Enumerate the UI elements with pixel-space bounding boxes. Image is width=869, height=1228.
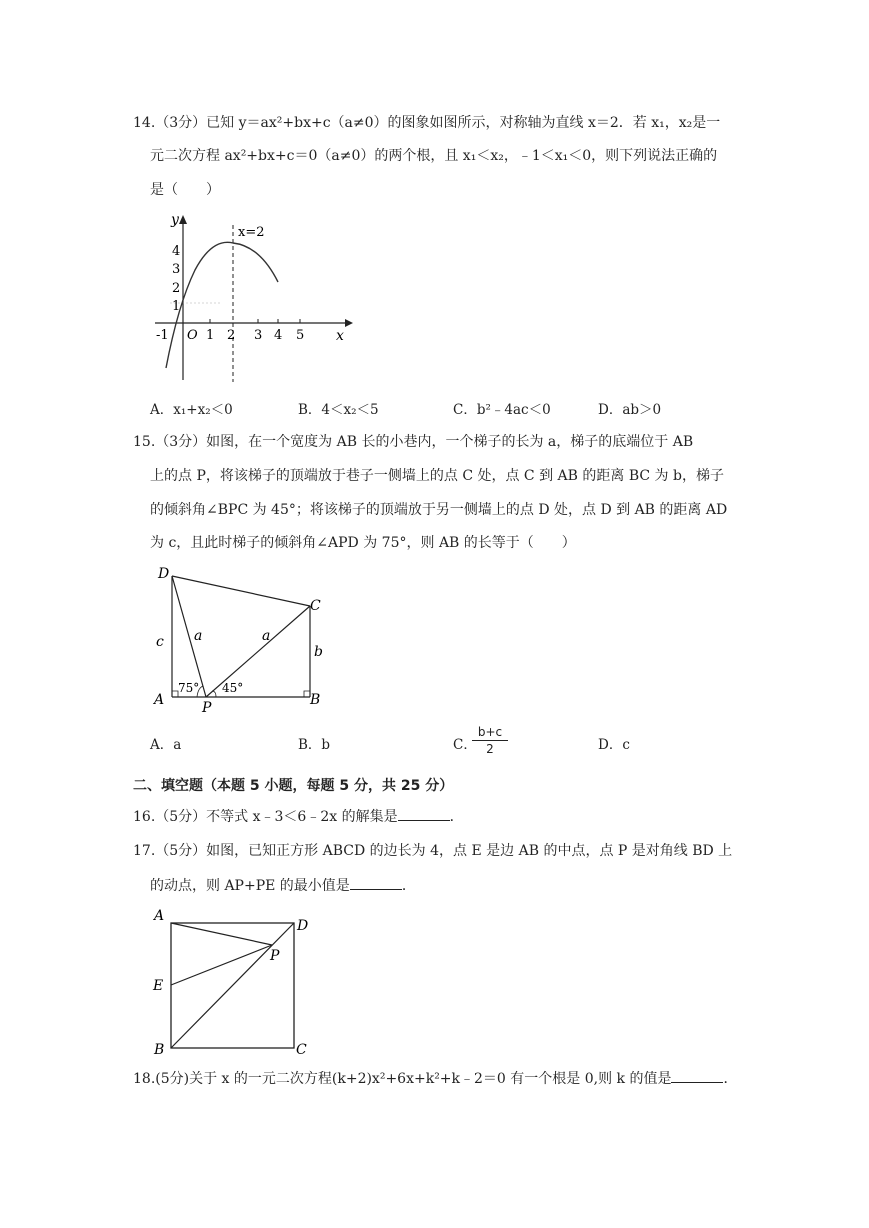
symmetry-label: x=2: [238, 225, 265, 240]
y-tick-2: 2: [172, 281, 181, 296]
q16-text: [133, 806, 464, 827]
q14-option-b[interactable]: B．4＜x₂＜5: [298, 402, 379, 418]
x-tick-4: 4: [274, 328, 283, 343]
q14-line-2: 元二次方程 ax²+bx+c＝0（a≠0）的两个根，且 x₁＜x₂，﹣1＜x₁＜0，则下列说法正确的: [150, 148, 718, 164]
label-D: D: [297, 918, 309, 934]
y-tick-4: 4: [172, 244, 181, 259]
q17-stem: 的动点，则 AP+PE 的最小值是: [150, 878, 350, 894]
label-B: B: [310, 692, 321, 708]
label-C: C: [310, 598, 321, 614]
q15-option-c-prefix[interactable]: C．: [453, 737, 477, 753]
y-axis-arrow: [179, 215, 187, 224]
q15-line-3: 的倾斜角∠BPC 为 45°；将该梯子的顶端放于另一侧墙上的点 D 处，点 D 到 AB 的距离 AD: [150, 502, 728, 518]
q18-answer-blank[interactable]: [671, 1068, 723, 1083]
q17-period: ．: [401, 878, 416, 894]
label-a-left: a: [194, 628, 203, 644]
x-tick-3: 3: [254, 328, 263, 343]
label-A: A: [154, 908, 165, 924]
q17-line-1: 17.（5分）如图，已知正方形 ABCD 的边长为 4，点 E 是边 AB 的中点，点 P 是对角线 BD 上: [133, 843, 733, 859]
q16-stem: 16.（5分）不等式 x﹣3＜6﹣2x 的解集是: [133, 809, 398, 825]
q18-text: [133, 1068, 737, 1089]
label-b: b: [314, 644, 323, 660]
x-tick-1: 1: [206, 328, 215, 343]
q16-period: ．: [449, 809, 464, 825]
q15-option-d[interactable]: D．c: [598, 737, 630, 753]
q15-line-4: 为 c，且此时梯子的倾斜角∠APD 为 75°，则 AB 的长等于（ ）: [150, 535, 576, 551]
segment-AP: [171, 923, 272, 945]
q15-option-b[interactable]: B．b: [298, 737, 331, 753]
q14-line-1: 14.（3分）已知 y＝ax²+bx+c（a≠0）的图象如图所示，对称轴为直线 x＝2．若 x₁，x₂是一: [133, 115, 721, 131]
q14-option-a[interactable]: A．x₁+x₂＜0: [150, 402, 233, 418]
x-axis-arrow: [345, 319, 353, 327]
angle-label-45: 45°: [222, 681, 244, 695]
label-B: B: [154, 1042, 165, 1058]
y-axis-label: y: [171, 212, 179, 228]
q16-answer-blank[interactable]: [398, 806, 450, 821]
label-c: c: [156, 634, 164, 650]
label-C: C: [296, 1042, 307, 1058]
label-P: P: [270, 948, 280, 964]
q14-option-d[interactable]: D．ab＞0: [598, 402, 662, 418]
label-a-right: a: [262, 628, 271, 644]
label-A: A: [154, 692, 165, 708]
q14-parabola-figure: [150, 210, 355, 385]
q18-stem: 18.(5分)关于 x 的一元二次方程(k+2)x²+6x+k²+k﹣2＝0 有一个根是 0,则 k 的值是: [133, 1071, 672, 1087]
angle-label-75: 75°: [178, 681, 200, 695]
q17-square-figure: [150, 908, 320, 1058]
y-tick-3: 3: [172, 262, 181, 277]
label-P: P: [202, 700, 212, 714]
segment-EP: [171, 945, 272, 985]
fraction-numerator: b+c: [472, 725, 508, 741]
q15-ladder-figure: [150, 562, 340, 714]
x-axis-label: x: [336, 328, 344, 344]
fraction-denominator: 2: [486, 742, 494, 756]
y-tick-1: 1: [172, 299, 181, 314]
q14-option-c[interactable]: C．b²﹣4ac＜0: [453, 402, 551, 418]
label-D: D: [158, 566, 170, 582]
x-tick-2: 2: [227, 328, 236, 343]
q17-answer-blank[interactable]: [350, 875, 402, 890]
q17-line-2: [150, 875, 416, 896]
segment-DC: [172, 576, 310, 606]
label-E: E: [153, 978, 164, 994]
q15-line-2: 上的点 P，将该梯子的顶端放于巷子一侧墙上的点 C 处，点 C 到 AB 的距离 BC 为 b，梯子: [150, 468, 724, 484]
section-2-title: 二、填空题（本题 5 小题，每题 5 分，共 25 分）: [133, 778, 454, 794]
x-tick--1: -1: [156, 328, 169, 343]
q15-option-a[interactable]: A．a: [150, 737, 182, 753]
q14-line-3: 是（ ）: [150, 182, 220, 198]
origin-label: O: [187, 328, 198, 343]
q15-line-1: 15.（3分）如图，在一个宽度为 AB 长的小巷内，一个梯子的长为 a，梯子的底端位于 AB: [133, 434, 694, 450]
q15-option-c-fraction[interactable]: [472, 725, 508, 757]
x-tick-5: 5: [296, 328, 305, 343]
diagonal-BD: [171, 923, 294, 1048]
q18-period: ．: [723, 1071, 738, 1087]
